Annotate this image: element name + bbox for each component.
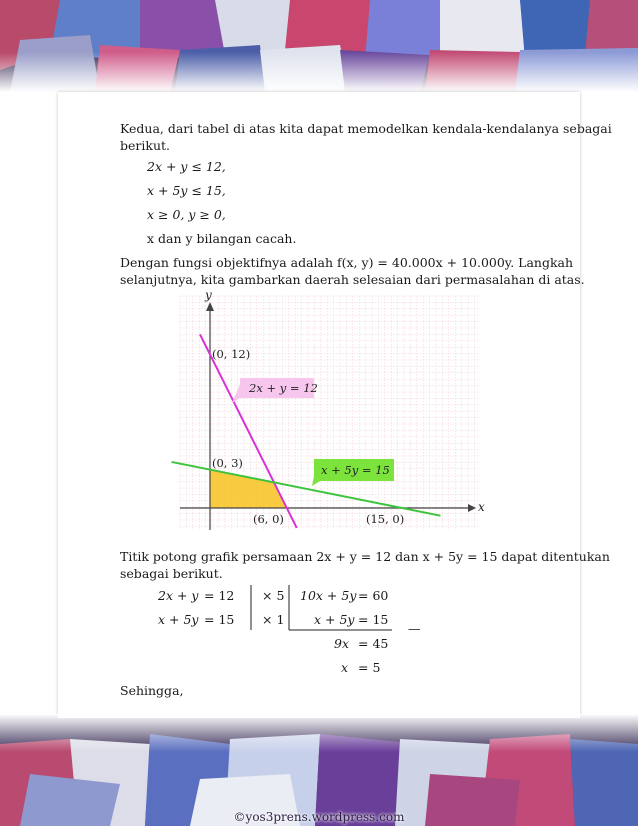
elim-row1-req: = 60 — [358, 588, 389, 603]
point-label-15-0: (15, 0) — [366, 512, 405, 526]
x-axis-label: x — [478, 500, 485, 514]
elim-row2-req: = 15 — [358, 612, 389, 627]
paragraph-1-line-1: Kedua, dari tabel di atas kita dapat memodelkan kendala-kendalanya sebagai — [120, 121, 612, 136]
paragraph-2-line-2: selanjutnya, kita gambarkan daerah selesaian dari permasalahan di atas. — [120, 272, 585, 287]
point-label-6-0: (6, 0) — [253, 512, 284, 526]
elim-row3-right: 9x — [334, 636, 350, 651]
point-label-0-3: (0, 3) — [212, 456, 243, 470]
constraint-2: x + 5y ≤ 15, — [147, 183, 226, 198]
footer-watermark: ©yos3prens.wordpress.com — [233, 810, 405, 824]
line-label-2x-plus-y-text: 2x + y = 12 — [249, 381, 318, 395]
elim-row1-left: 2x + y — [158, 588, 199, 603]
elim-row2-right: x + 5y — [314, 612, 355, 627]
elim-row4-req: = 5 — [358, 660, 381, 675]
elim-row1-right: 10x + 5y — [300, 588, 357, 603]
closing-text: Sehingga, — [120, 683, 184, 698]
y-axis-label: y — [205, 288, 212, 302]
subtract-operator: — — [408, 621, 421, 636]
elim-row2-mult: × 1 — [262, 612, 285, 627]
paragraph-1-line-2: berikut. — [120, 138, 170, 153]
constraint-1: 2x + y ≤ 12, — [147, 159, 226, 174]
elim-row2-eq: = 15 — [204, 612, 235, 627]
paragraph-2-line-1: Dengan fungsi objektifnya adalah f(x, y) = 40.000x + 10.000y. Langkah — [120, 255, 574, 270]
constraint-3: x ≥ 0, y ≥ 0, — [147, 207, 226, 222]
elim-row4-right: x — [341, 660, 349, 675]
point-label-0-12: (0, 12) — [212, 347, 251, 361]
paragraph-3-line-2: sebagai berikut. — [120, 566, 223, 581]
paragraph-3-line-1: Titik potong grafik persamaan 2x + y = 12 dan x + 5y = 15 dapat ditentukan — [120, 549, 610, 564]
elim-row1-eq: = 12 — [204, 588, 235, 603]
elim-row1-mult: × 5 — [262, 588, 285, 603]
constraint-4: x dan y bilangan cacah. — [147, 231, 297, 246]
line-label-x-plus-5y-text: x + 5y = 15 — [321, 463, 390, 477]
elim-row2-left: x + 5y — [158, 612, 199, 627]
elim-row3-req: = 45 — [358, 636, 389, 651]
